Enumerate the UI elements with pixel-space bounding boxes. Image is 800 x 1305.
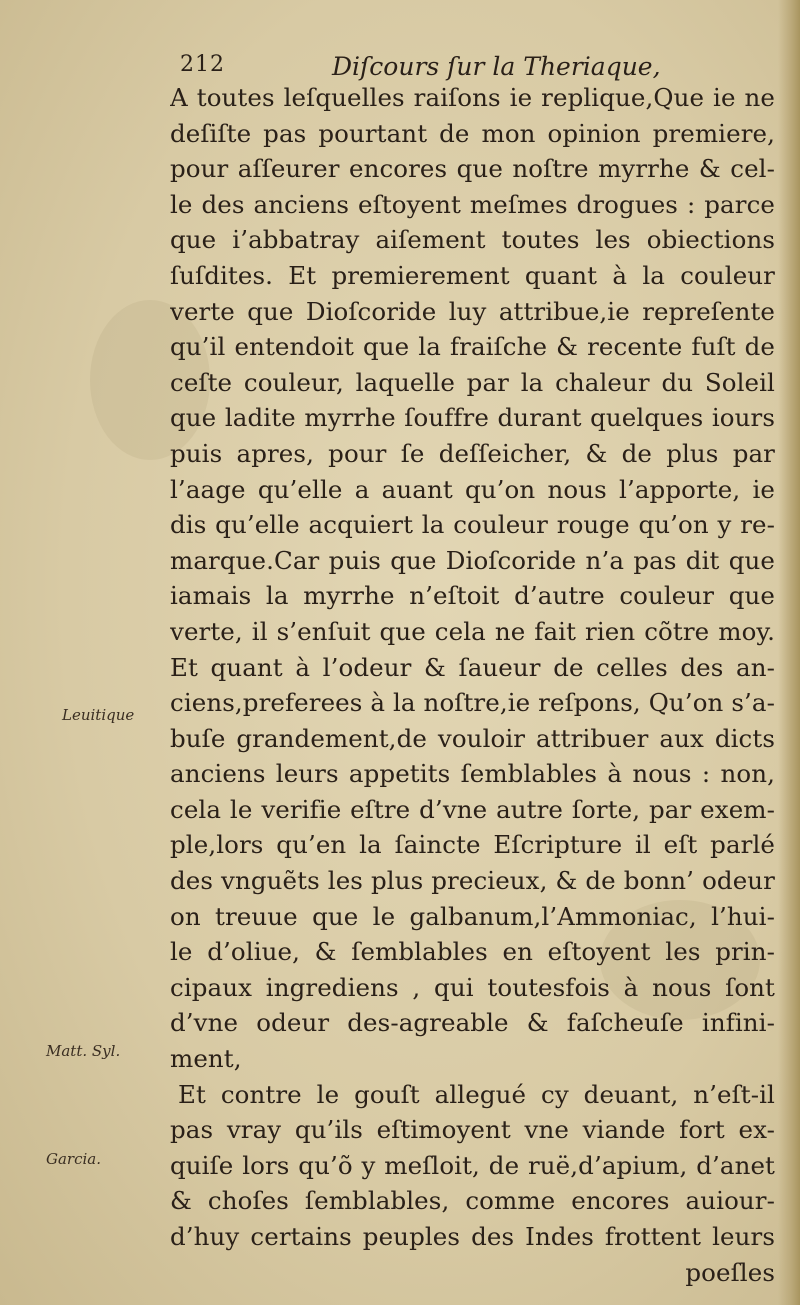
margin-note-matt-syl: Matt. Syl. — [46, 1042, 121, 1060]
text-line: pas vray qu’ils eſtimoyent vne viande fort ex- — [170, 1115, 775, 1145]
text-line: d’vne odeur des-agreable & faſcheuſe infini- — [170, 1008, 775, 1038]
text-line: qu’il entendoit que la fraiſche & recente fuſt de — [170, 332, 775, 362]
text-line: buſe grandement,de vouloir attribuer aux dicts — [170, 723, 775, 753]
text-line: on treuue que le galbanum,l’Ammoniac, l’hui- — [170, 901, 775, 931]
text-line: que i’abbatray aiſement toutes les obiections — [170, 225, 775, 255]
text-line: quiſe lors qu’õ y meſloit, de ruë,d’apium, d’anet — [170, 1150, 775, 1180]
text-line: poeſles — [685, 1257, 775, 1287]
text-line: l’aage qu’elle a auant qu’on nous l’apporte, ie — [170, 474, 775, 504]
text-line: ceſte couleur, laquelle par la chaleur du Soleil — [170, 367, 775, 397]
text-line: puis apres, pour ſe deſſeicher, & de plus par — [170, 438, 775, 468]
text-line: pour aſſeurer encores que noſtre myrrhe & cel- — [170, 154, 775, 184]
margin-note-garcia: Garcia. — [46, 1150, 102, 1168]
text-line: des vnguẽts les plus precieux, & de bonn’ odeur — [170, 866, 775, 896]
text-line: que ladite myrrhe ſouffre durant quelques iours — [170, 403, 775, 433]
text-line: Et quant à l’odeur & ſaueur de celles des an- — [170, 652, 775, 682]
text-line: cela le verifie eſtre d’vne autre ſorte, par exem- — [170, 794, 775, 824]
text-body — [170, 80, 775, 1290]
text-line: iamais la myrrhe n’eſtoit d’autre couleur que — [170, 581, 775, 611]
text-line: le des anciens eſtoyent meſmes drogues : parce — [170, 189, 775, 219]
running-title: Diſcours ſur la Theriaque, — [332, 52, 661, 81]
text-line: & choſes ſemblables, comme encores auiour- — [170, 1186, 775, 1216]
text-line: le d’oliue, & ſemblables en eſtoyent les prin- — [170, 937, 775, 967]
text-line: anciens leurs appetits ſemblables à nous : non, — [170, 759, 775, 789]
page-edge-shadow — [778, 0, 800, 1305]
margin-note-leuitique: Leuitique — [62, 706, 135, 724]
text-line: verte que Dioſcoride luy attribue,ie repreſente — [170, 296, 775, 326]
text-line: marque.Car puis que Dioſcoride n’a pas dit que — [170, 545, 775, 575]
text-line: ciens,preferees à la noſtre,ie reſpons, Qu’on s’a- — [170, 688, 775, 718]
text-line: ple,lors qu’en la ſaincte Eſcripture il eſt parlé — [170, 830, 775, 860]
page-number: 212 — [180, 52, 225, 77]
text-line: ment, — [170, 1044, 242, 1074]
text-line: dis qu’elle acquiert la couleur rouge qu’on y re- — [170, 510, 775, 540]
text-line: d’huy certains peuples des Indes frottent leurs — [170, 1222, 775, 1251]
text-line: verte, il s’enſuit que cela ne fait rien cõtre moy. — [170, 616, 775, 646]
text-line: deſiſte pas pourtant de mon opinion premiere, — [170, 118, 775, 148]
text-line: A toutes leſquelles raiſons ie replique,Que ie ne — [170, 83, 775, 112]
text-line: Et contre le gouſt allegué cy deuant, n’eſt-il — [178, 1079, 775, 1109]
text-line: ſuſdites. Et premierement quant à la couleur — [170, 260, 775, 290]
text-line: cipaux ingrediens , qui toutesfois à nous ſont — [170, 972, 775, 1002]
